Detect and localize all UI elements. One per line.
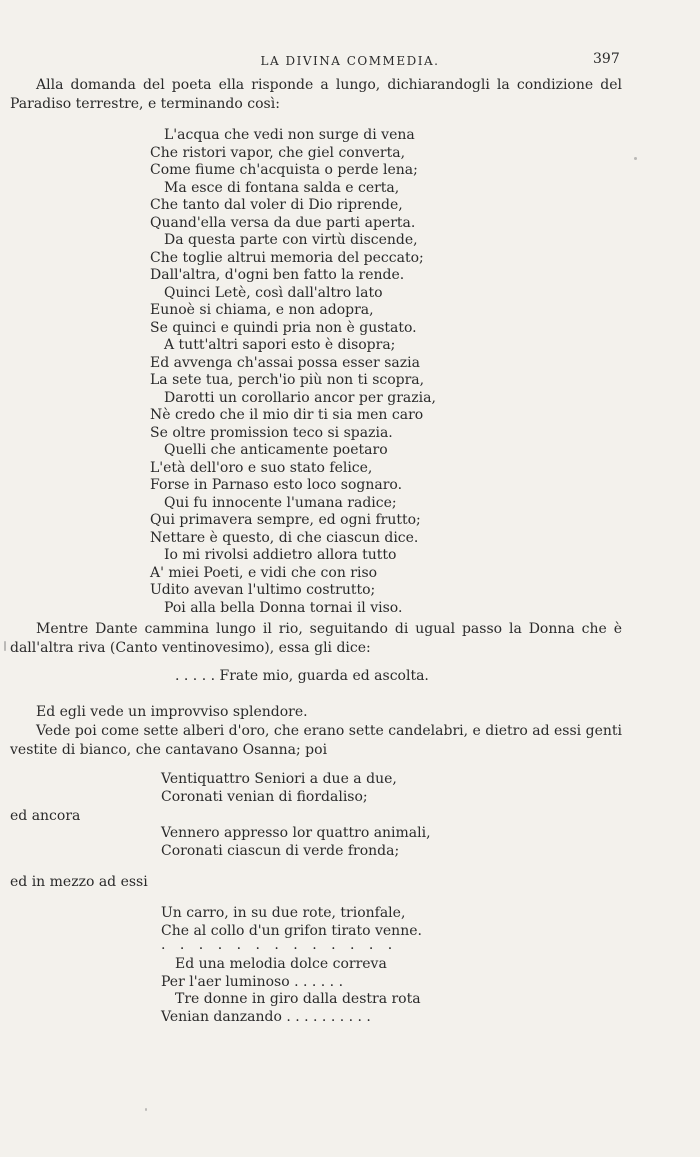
verse-line: Darotti un corollario ancor per grazia, [164,389,436,406]
verse-line: Qui fu innocente l'umana radice; [164,494,397,511]
paper-speck [4,641,6,651]
verse-line: Quand'ella versa da due parti aperta. [150,214,416,231]
verse-line: Come fiume ch'acquista o perde lena; [150,162,418,178]
verse-line: Ventiquattro Seniori a due a due, [161,771,397,787]
omission-dots: . . . . . . . . . . . . . [161,937,398,953]
verse-block-4 [161,905,422,940]
verse-line: Nettare è questo, di che ciascun dice. [150,529,419,546]
verse-line: Eunoè si chiama, e non adopra, [150,302,374,318]
paragraph-dante-walks: Mentre Dante cammina lungo il rio, seguitando di ugual passo la Donna che è dall'altra riva (Canto ventinovesimo), essa gli dice: [10,621,622,656]
verse-line: La sete tua, perch'io più non ti scopra, [150,372,425,388]
connector-ed-in-mezzo: ed in mezzo ad essi [10,874,148,890]
verse-line: Venian danzando . . . . . . . . . . [161,1008,371,1025]
verse-block-1 [150,127,436,617]
paragraph-splendore: Ed egli vede un improvviso splendore. [36,704,308,720]
verse-line: Ed una melodia dolce correva [175,956,387,972]
verse-line: Dall'altra, d'ogni ben fatto la rende. [150,267,405,283]
verse-line: Che ristori vapor, che giel converta, [150,144,406,161]
verse-line: Quelli che anticamente poetaro [164,442,388,458]
verse-line: Poi alla bella Donna tornai il viso. [164,599,403,616]
page-number: 397 [593,51,620,67]
verse-line: Tre donne in giro dalla destra rota [175,991,421,1007]
intro-paragraph: Alla domanda del poeta ella risponde a lungo, dichiarandogli la condizione del Paradiso terrestre, e terminando così: [10,77,622,112]
paper-speck [634,157,637,160]
verse-line: Se oltre promission teco si spazia. [150,424,393,441]
paragraph-candelabri: Vede poi come sette alberi d'oro, che erano sette candelabri, e dietro ad essi genti vestite di bianco, che cantavano Osanna; poi [10,723,622,758]
verse-line: Coronati venian di fiordaliso; [161,788,368,805]
verse-line: Coronati ciascun di verde fronda; [161,842,400,859]
verse-line: Udito avevan l'ultimo costrutto; [150,582,376,598]
verse-line: Qui primavera sempre, ed ogni frutto; [150,512,421,528]
verse-line: A tutt'altri sapori esto è disopra; [164,337,396,353]
running-header: LA DIVINA COMMEDIA. [260,54,440,68]
verse-line: Che toglie altrui memoria del peccato; [150,249,424,266]
verse-line: Forse in Parnaso esto loco sognaro. [150,477,403,493]
paper-speck [145,1108,147,1111]
verse-line: Se quinci e quindi pria non è gustato. [150,319,417,336]
verse-line: Ed avvenga ch'assai possa esser sazia [150,354,420,371]
quote-frate-mio: . . . . . Frate mio, guarda ed ascolta. [175,668,429,684]
verse-line: Che tanto dal voler di Dio riprende, [150,197,403,213]
verse-line: Quinci Letè, così dall'altro lato [164,284,383,301]
verse-line: Da questa parte con virtù discende, [164,232,418,248]
verse-line: Ma esce di fontana salda e certa, [164,179,400,196]
verse-line: Vennero appresso lor quattro animali, [161,825,431,841]
verse-line: Io mi rivolsi addietro allora tutto [164,547,397,563]
connector-ed-ancora: ed ancora [10,808,81,824]
verse-block-2 [161,771,397,806]
verse-line: A' miei Poeti, e vidi che con riso [150,564,378,581]
verse-line: Un carro, in su due rote, trionfale, [161,905,406,921]
verse-block-5 [161,956,421,1026]
verse-line: L'acqua che vedi non surge di vena [164,127,415,143]
verse-line: Per l'aer luminoso . . . . . . [161,973,344,990]
verse-line: L'età dell'oro e suo stato felice, [150,459,373,476]
verse-block-3 [161,825,431,860]
verse-line: Nè credo che il mio dir ti sia men caro [150,407,424,423]
verse-line: Che al collo d'un grifon tirato venne. [161,922,422,939]
